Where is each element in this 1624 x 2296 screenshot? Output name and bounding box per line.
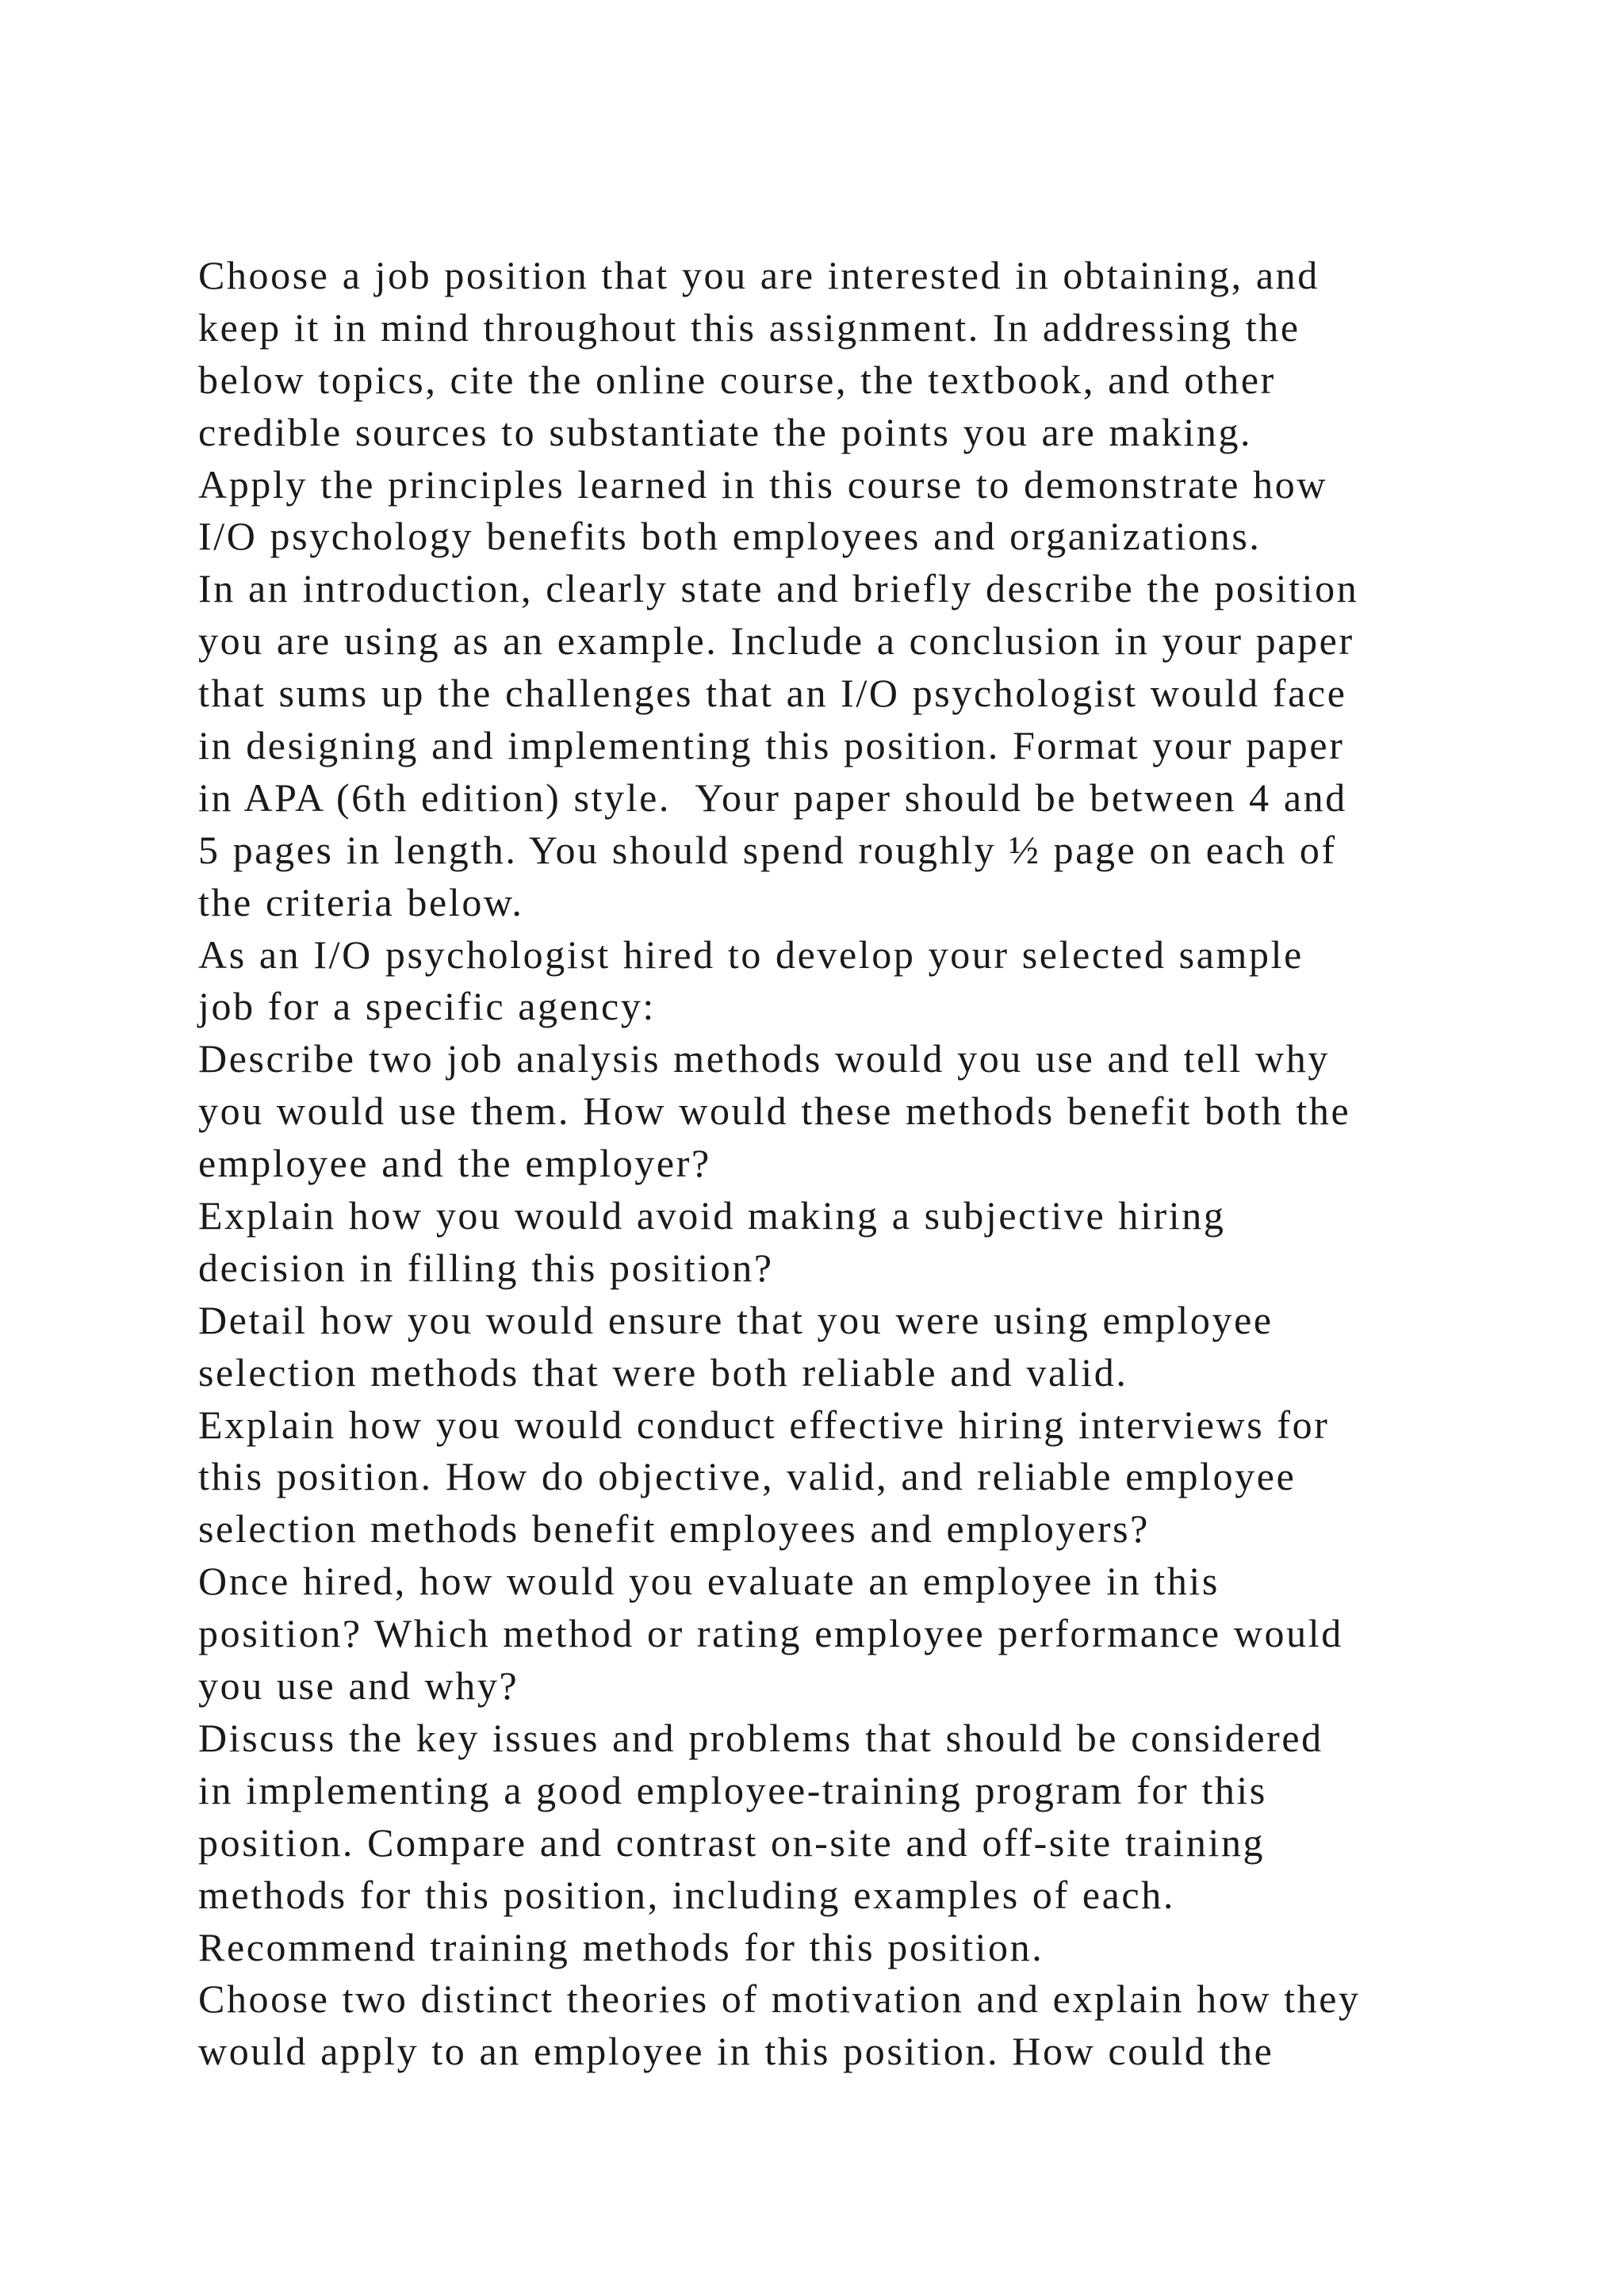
text-line: Discuss the key issues and problems that should be considered	[198, 1715, 1323, 1760]
text-line: you use and why?	[198, 1663, 519, 1709]
text-line: selection methods that were both reliable and valid.	[198, 1349, 1128, 1395]
text-line: you are using as an example. Include a conclusion in your paper	[198, 618, 1354, 664]
text-line: position? Which method or rating employee performance would	[198, 1611, 1343, 1656]
text-line: job for a specific agency:	[198, 984, 656, 1029]
text-line: Detail how you would ensure that you were using employee	[198, 1297, 1274, 1342]
text-line: Apply the principles learned in this course to demonstrate how	[198, 461, 1328, 507]
text-line: methods for this position, including examples of each.	[198, 1872, 1175, 1917]
text-line: Describe two job analysis methods would you use and tell why	[198, 1036, 1330, 1081]
text-line: 5 pages in length. You should spend roughly ½ page on each of	[198, 827, 1337, 872]
text-line: decision in filling this position?	[198, 1245, 774, 1290]
text-line: would apply to an employee in this position. How could the	[198, 2029, 1274, 2074]
text-line: in designing and implementing this position. Format your paper	[198, 723, 1345, 768]
text-line: employee and the employer?	[198, 1141, 711, 1186]
text-line: below topics, cite the online course, the textbook, and other	[198, 357, 1276, 402]
text-line: position. Compare and contrast on-site and off-site training	[198, 1820, 1266, 1865]
text-line: Once hired, how would you evaluate an employee in this	[198, 1559, 1220, 1604]
document-body	[198, 250, 1467, 2078]
text-line: in implementing a good employee-training program for this	[198, 1767, 1267, 1812]
text-line: Explain how you would conduct effective hiring interviews for	[198, 1402, 1330, 1447]
text-line: this position. How do objective, valid, and reliable employee	[198, 1454, 1297, 1499]
text-line: I/O psychology benefits both employees and organizations.	[198, 514, 1262, 559]
text-line: in APA (6th edition) style. Your paper should be between 4 and	[198, 775, 1347, 820]
text-line: the criteria below.	[198, 879, 524, 924]
text-line: keep it in mind throughout this assignment. In addressing the	[198, 304, 1300, 350]
text-line: that sums up the challenges that an I/O psychologist would face	[198, 671, 1347, 716]
text-line: selection methods benefit employees and employers?	[198, 1506, 1150, 1552]
text-line: credible sources to substantiate the points you are making.	[198, 409, 1253, 454]
text-line: As an I/O psychologist hired to develop your selected sample	[198, 932, 1304, 977]
text-line: Explain how you would avoid making a subjective hiring	[198, 1193, 1226, 1238]
text-line: In an introduction, clearly state and briefly describe the position	[198, 566, 1359, 611]
text-line: Recommend training methods for this position.	[198, 1924, 1044, 1969]
text-line: you would use them. How would these methods benefit both the	[198, 1089, 1351, 1134]
text-line: Choose a job position that you are interested in obtaining, and	[198, 253, 1320, 297]
text-line: Choose two distinct theories of motivation and explain how they	[198, 1976, 1361, 2022]
